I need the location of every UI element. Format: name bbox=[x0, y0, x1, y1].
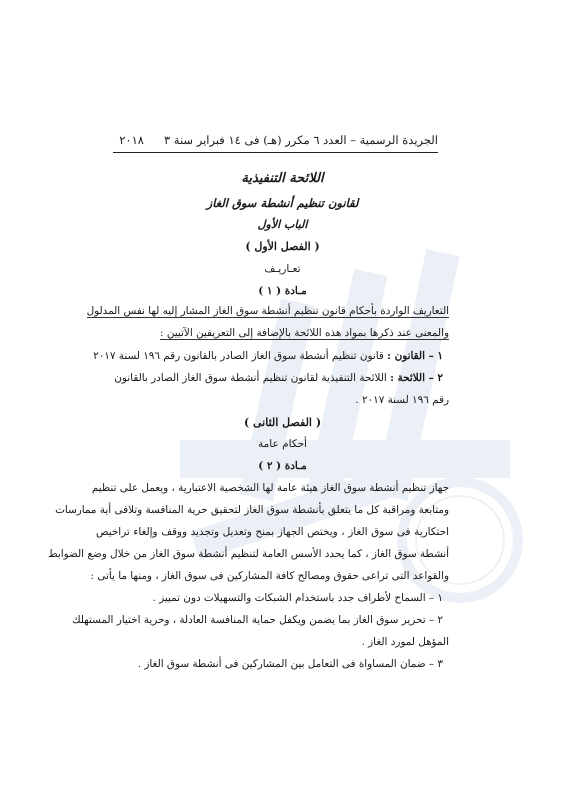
page-number: ٣ bbox=[163, 133, 171, 147]
definition-continuation: رقم ١٩٦ لسنة ٢٠١٧ . bbox=[355, 394, 449, 406]
document-title: اللائحة التنفيذية bbox=[241, 171, 324, 186]
list-item-continuation: المؤهل لمورد الغاز . bbox=[361, 636, 449, 648]
section-heading: تعـاريـف bbox=[264, 263, 301, 275]
list-item: ٢ – تحرير سوق الغاز بما يضمن ويكفل حماية المنافسة العادلة ، وحرية اختيار المستهلك bbox=[71, 614, 443, 626]
header-rule bbox=[113, 152, 438, 153]
part-heading: الباب الأول bbox=[257, 218, 308, 231]
definition-text: قانون تنظيم أنشطة سوق الغاز الصادر بالقانون رقم ١٩٦ لسنة ٢٠١٧ bbox=[93, 350, 384, 362]
document-subtitle: لقانون تنظيم أنشطة سوق الغاز bbox=[206, 196, 359, 210]
article-heading: مـادة ( ٢ ) bbox=[258, 460, 307, 472]
definition-text: اللائحة التنفيذية لقانون تنظيم أنشطة سوق الغاز الصادر بالقانون bbox=[114, 372, 387, 384]
section-heading: أحكام عامة bbox=[258, 438, 307, 450]
definition-item bbox=[96, 372, 449, 384]
paragraph-line: احتكارية فى سوق الغاز ، ويختص الجهاز بمنح وتعديل وتجديد ووقف وإلغاء تراخيص bbox=[96, 526, 449, 538]
definition-term: ٢ – اللائحة : bbox=[390, 372, 443, 384]
page-header bbox=[113, 133, 438, 147]
list-item: ٣ – ضمان المساواة فى التعامل بين المشاركين فى أنشطة سوق الغاز . bbox=[137, 658, 443, 670]
chapter-heading: ( الفصل الأول ) bbox=[245, 240, 320, 253]
paragraph-line: والمعنى عند ذكرها بمواد هذه اللائحة بالإضافة إلى التعريفين الآتيين : bbox=[160, 327, 449, 339]
paragraph-line: جهاز تنظيم أنشطة سوق الغاز هيئة عامة لها الشخصية الاعتبارية ، ويعمل على تنظيم bbox=[91, 482, 449, 494]
page-header-title: الجريدة الرسمية – العدد ٦ مكرر (هـ) فى ١٤ فبراير سنة ٢٠١٨ bbox=[119, 133, 438, 147]
paragraph-line: التعاريف الواردة بأحكام قانون تنظيم أنشطة سوق الغاز المشار إليه لها نفس المدلول bbox=[86, 305, 449, 317]
definition-item bbox=[93, 350, 449, 362]
list-item: ١ – السماح لأطراف جدد باستخدام الشبكات والتسهيلات دون تمييز . bbox=[152, 592, 443, 604]
paragraph-line: ومتابعة ومراقبة كل ما يتعلق بأنشطة سوق الغاز لتحقيق حرية المنافسة وتلافى أية ممارسات bbox=[55, 504, 449, 516]
paragraph-line: أنشطة سوق الغاز ، كما يحدد الأسس العامة لتنظيم أنشطة سوق الغاز من خلال وضع الضوابط bbox=[48, 548, 449, 560]
definition-term: ١ – القانون : bbox=[387, 350, 443, 362]
paragraph-line: والقواعد التى تراعى حقوق ومصالح كافة المشاركين فى سوق الغاز ، ومنها ما يأتى : bbox=[90, 570, 449, 582]
chapter-heading: ( الفصل الثانى ) bbox=[243, 416, 322, 429]
article-heading: مـادة ( ١ ) bbox=[258, 285, 307, 297]
